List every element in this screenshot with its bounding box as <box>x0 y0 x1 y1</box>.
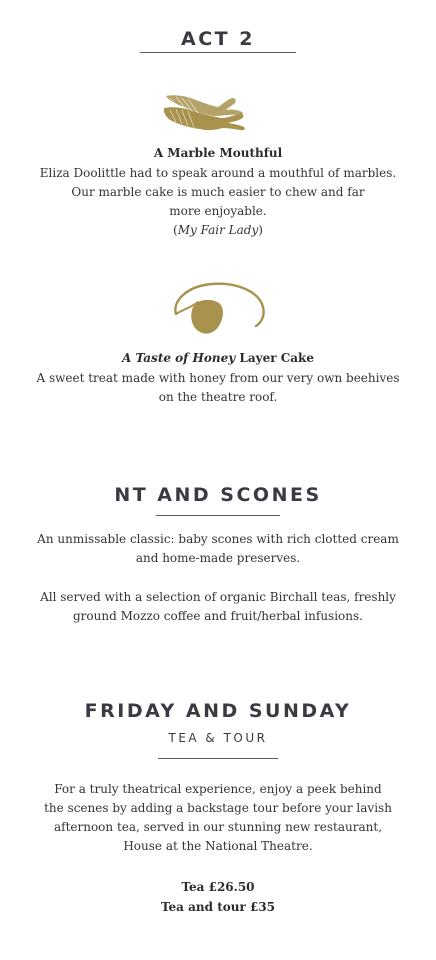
tea-tour-rule <box>158 758 278 759</box>
tea-tour-subheading: TEA & TOUR <box>168 731 268 745</box>
item-title-marble-mouthful: A Marble Mouthful <box>153 146 283 160</box>
act2-heading: ACT 2 <box>181 28 255 50</box>
nt-scones-heading-rule <box>156 515 280 516</box>
gloves-icon <box>160 84 250 136</box>
hat-icon <box>168 280 268 338</box>
nt-scones-drinks: All served with a selection of organic Birchall teas, freshly ground Mozzo coffee and fruit/herbal infusions. <box>40 590 396 623</box>
item-desc-honey-layer-cake: A sweet treat made with honey from our very own beehives on the theatre roof. <box>36 371 400 404</box>
price-tea-and-tour: Tea and tour £35 <box>160 900 276 914</box>
item-desc-marble-mouthful: Eliza Doolittle had to speak around a mouthful of marbles. Our marble cake is much easier to chew and far more enjoyable. (My Fair Lady) <box>39 166 397 237</box>
nt-scones-heading: NT AND SCONES <box>114 484 322 506</box>
price-tea: Tea £26.50 <box>181 880 255 894</box>
friday-sunday-heading: FRIDAY AND SUNDAY <box>84 700 352 722</box>
nt-scones-description: An unmissable classic: baby scones with rich clotted cream and home-made preserves. <box>37 532 399 565</box>
tea-tour-description: For a truly theatrical experience, enjoy a peek behind the scenes by adding a backstage tour before your lavish afternoon tea, served in our stunning new restaurant, House at the National Theatre. <box>44 782 392 853</box>
act2-heading-rule <box>140 52 296 53</box>
item-source: My Fair Lady <box>177 223 259 237</box>
item-title-honey-layer-cake: A Taste of Honey Layer Cake <box>122 351 314 365</box>
